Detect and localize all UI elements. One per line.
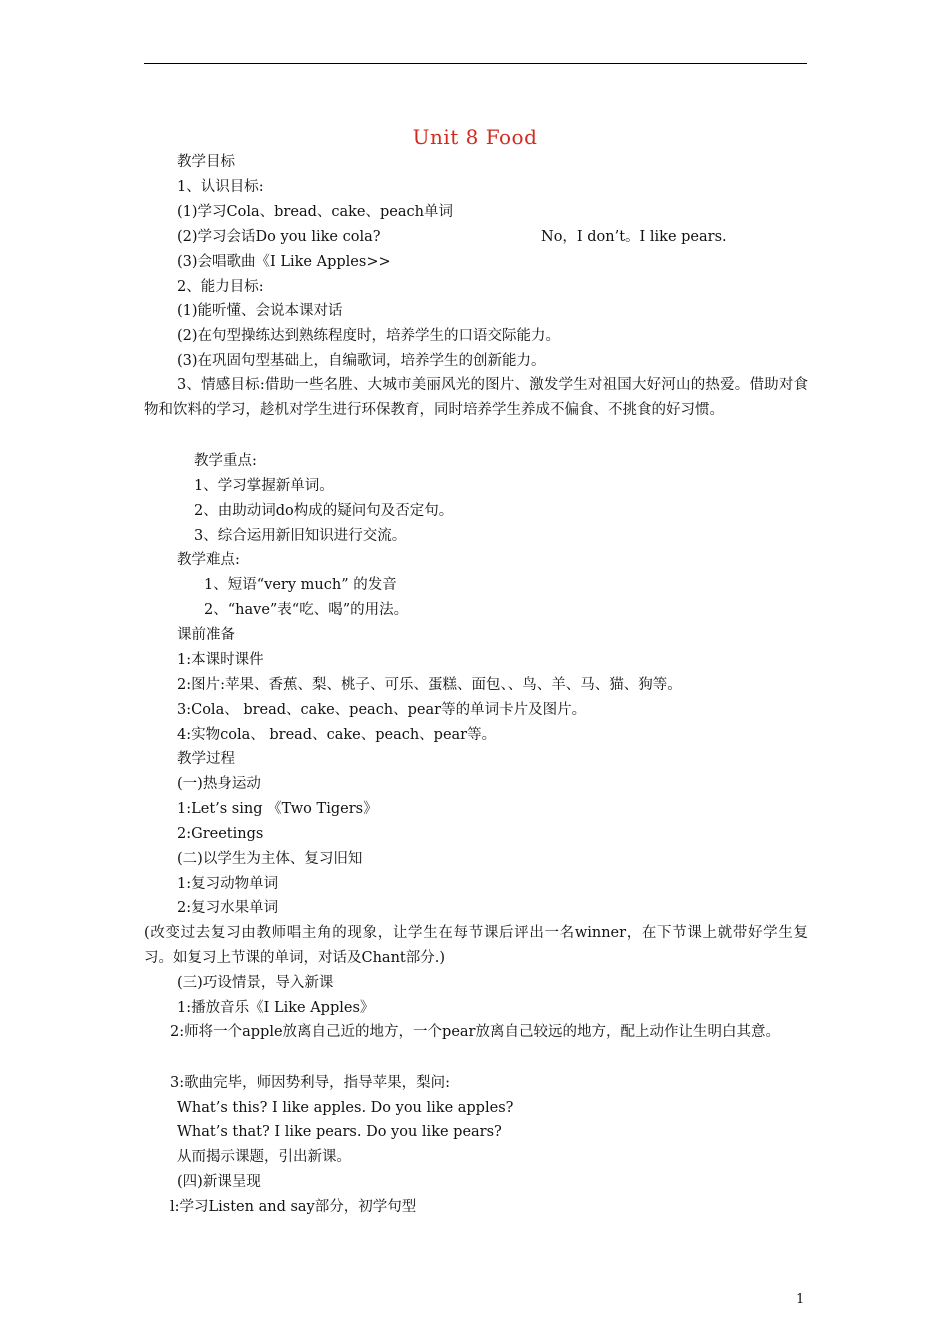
text-line: 4:实物cola、 bread、cake、peach、pear等。 <box>177 727 497 743</box>
text-paragraph: 3、情感目标:借助一些名胜、大城市美丽风光的图片、激发学生对祖国大好河山的热爱。借助对食物和饮料的学习，趁机对学生进行环保教育，同时培养学生养成不偏食、不挑食的好习惯。 <box>144 377 808 418</box>
text-line: 3、综合运用新旧知识进行交流。 <box>194 528 407 544</box>
text-line: 2、由助动词do构成的疑问句及否定句。 <box>194 503 454 519</box>
text-line: 1:播放音乐《I Like Apples》 <box>177 1000 375 1016</box>
text-line: (1)学习Cola、bread、cake、peach单词 <box>177 204 453 220</box>
text-line: 2、“have”表“吃、喝”的用法。 <box>204 602 409 618</box>
text-line: 1、认识目标: <box>177 179 264 195</box>
text-line: 1、短语“very much” 的发音 <box>204 577 397 593</box>
text-line: 3:Cola、 bread、cake、peach、pear等的单词卡片及图片。 <box>177 702 587 718</box>
text-line: (3)在巩固句型基础上，自编歌词，培养学生的创新能力。 <box>177 353 546 369</box>
text-line: 1:本课时课件 <box>177 652 264 668</box>
header-rule <box>144 63 807 64</box>
text-line: 2、能力目标: <box>177 279 264 295</box>
document-title: Unit 8 Food <box>412 125 538 149</box>
text-paragraph: 2:师将一个apple放离自己近的地方，一个pear放离自己较远的地方，配上动作让生明白其意。 <box>170 1024 780 1040</box>
text-line: l:学习Listen and say部分，初学句型 <box>170 1199 417 1215</box>
text-line: 教学过程 <box>177 751 235 767</box>
text-line: 1:Let’s sing 《Two Tigers》 <box>177 801 378 817</box>
text-line: 教学难点: <box>177 552 240 568</box>
text-line: 2:Greetings <box>177 826 264 842</box>
text-line: 课前准备 <box>177 627 235 643</box>
text-line: What’s that? I like pears. Do you like pears? <box>177 1124 502 1140</box>
text-line: No，I don’t。I like pears. <box>541 229 727 245</box>
text-line: (2)在句型操练达到熟练程度时，培养学生的口语交际能力。 <box>177 328 561 344</box>
text-line: (3)会唱歌曲《I Like Apples>> <box>177 254 391 270</box>
text-line: (1)能听懂、会说本课对话 <box>177 303 343 319</box>
text-line: (四)新课呈现 <box>177 1174 261 1190</box>
text-line: 教学目标 <box>177 154 235 170</box>
text-line: 3:歌曲完毕，师因势利导，指导苹果，梨问: <box>170 1075 450 1091</box>
text-paragraph: (改变过去复习由教师唱主角的现象，让学生在每节课后评出一名winner，在下节课上就带好学生复习。如复习上节课的单词，对话及Chant部分.) <box>144 925 808 966</box>
text-line: 2:图片:苹果、香蕉、梨、桃子、可乐、蛋糕、面包、、鸟、羊、马、猫、狗等。 <box>177 677 682 693</box>
text-line: 教学重点: <box>194 453 257 469</box>
page-number: 1 <box>796 1292 805 1307</box>
text-line: (2)学习会话Do you like cola? <box>177 229 381 245</box>
text-line: What’s this? I like apples. Do you like apples? <box>177 1100 514 1116</box>
text-line: 从而揭示课题，引出新课。 <box>177 1149 351 1165</box>
text-line: 2:复习水果单词 <box>177 900 279 916</box>
text-line: 1、学习掌握新单词。 <box>194 478 334 494</box>
text-line: (一)热身运动 <box>177 776 261 792</box>
text-line: 1:复习动物单词 <box>177 876 279 892</box>
text-line: (三)巧设情景，导入新课 <box>177 975 334 991</box>
text-line: (二)以学生为主体、复习旧知 <box>177 851 363 867</box>
